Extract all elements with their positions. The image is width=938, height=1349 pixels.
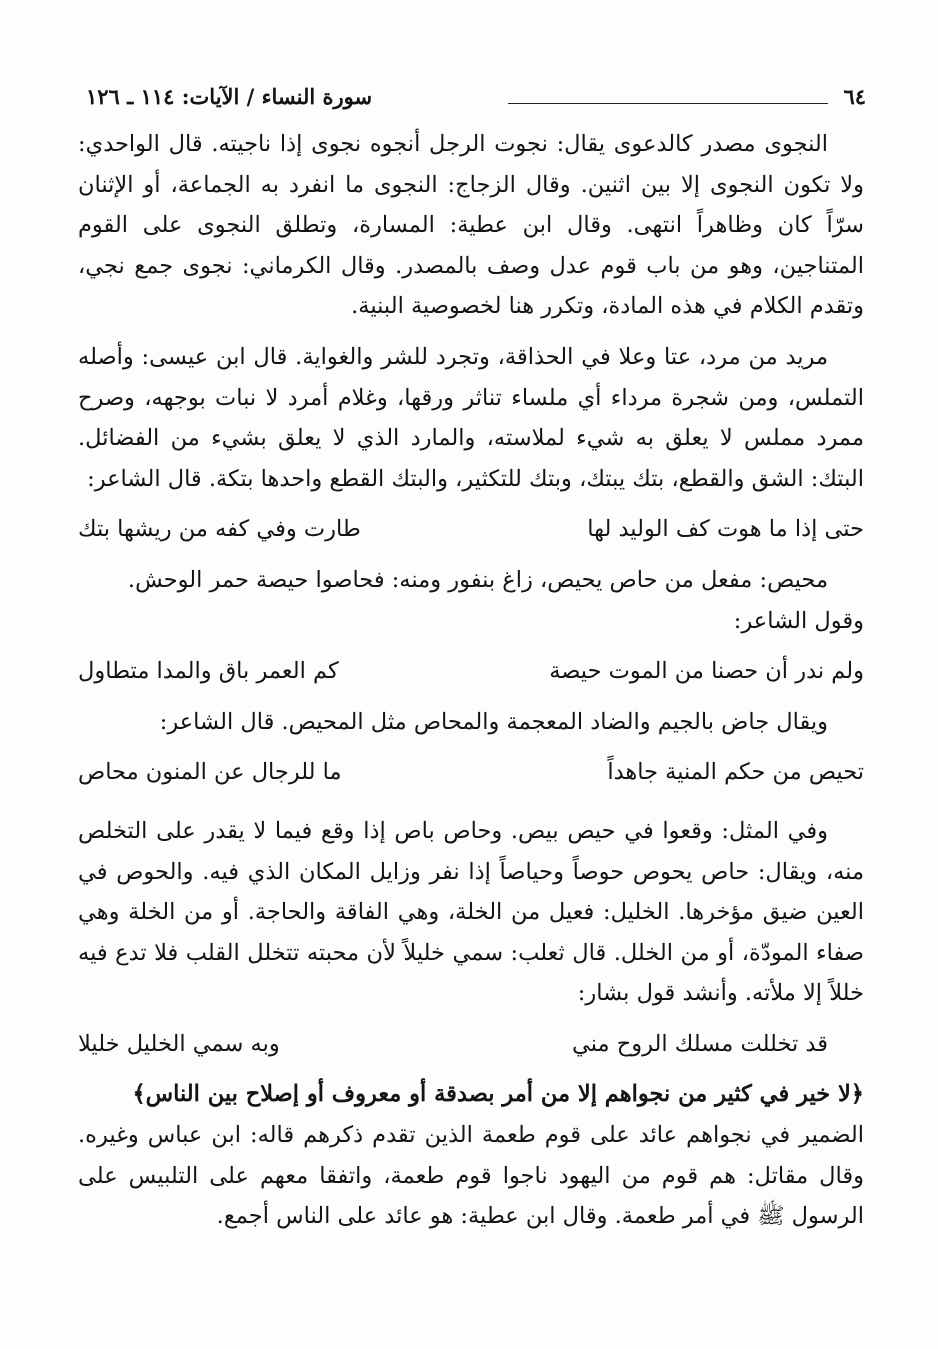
surah-title: سورة النساء / الآيات: ١١٤ ـ ١٢٦ <box>86 84 373 109</box>
verse-second-hemistich: كم العمر باق والمدا متطاول <box>78 658 339 685</box>
verse-second-hemistich: طارت وفي كفه من ريشها بتك <box>78 516 361 543</box>
verse-first-hemistich: قد تخللت مسلك الروح مني <box>572 1030 828 1057</box>
poem-verse <box>78 651 864 692</box>
spacer <box>78 793 864 811</box>
header-rule <box>508 103 828 104</box>
verse-first-hemistich: تحيص من حكم المنية جاهداً <box>607 759 864 786</box>
page-number: ٦٤ <box>843 84 866 109</box>
verse-first-hemistich: حتى إذا ما هوت كف الوليد لها <box>587 516 864 543</box>
running-header <box>86 82 866 112</box>
paragraph-tafsir: الضمير في نجواهم عائد على قوم طعمة الذين تقدم ذكرهم قاله: ابن عباس وغيره. وقال مقاتل: هم قوم من اليهود ناجوا قوم طعمة، واتفقا معهم على التلبيس على الرسول ﷺ في أمر طعمة. وقال ابن عطية: هو عائد على الناس أجمع. <box>78 1122 864 1230</box>
poem-verse <box>78 1024 864 1065</box>
paragraph-jad: ويقال جاض بالجيم والضاد المعجمة والمحاص مثل المحيص. قال الشاعر: <box>159 708 828 735</box>
paragraph-mathal: وفي المثل: وقعوا في حيص بيص. وحاص باص إذا وقع فيما لا يقدر على التخلص منه، ويقال: حاص يحوص حوصاً وحياصاً إذا نفر وزايل المكان الذي فيه. والحوص في العين ضيق مؤخرها. الخليل: فعيل من الخلة، وهي الفاقة والحاجة. أو من الخلة وهي صفاء المودّة، أو من الخلل. قال ثعلب: سمي خليلاً لأن محبته تتخلل القلب فلا تدع فيه خللاً إلا ملأته. وأنشد قول بشار: <box>78 817 864 1007</box>
verse-second-hemistich: وبه سمي الخليل خليلا <box>78 1030 280 1057</box>
poem-verse <box>78 509 864 550</box>
quran-verse: ﴿لا خير في كثير من نجواهم إلا من أمر بصدقة أو معروف أو إصلاح بين الناس﴾ <box>132 1081 864 1108</box>
page-body <box>78 124 864 1237</box>
paragraph-marid: مريد من مرد، عتا وعلا في الحذاقة، وتجرد للشر والغواية. قال ابن عيسى: وأصله التملس، ومن شجرة مرداء أي ملساء تناثر ورقها، وغلام أمرد لا نبات بوجهه، وصرح ممرد مملس لا يعلق به شيء لملاسته، والمارد الذي لا يعلق بشيء من الفضائل. البتك: الشق والقطع، بتك يبتك، وبتك للتكثير، والبتك القطع واحدها بتكة. قال الشاعر: <box>78 343 864 492</box>
paragraph-mahis: محيص: مفعل من حاص يحيص، زاغ بنفور ومنه: فحاصوا حيصة حمر الوحش. <box>127 566 828 593</box>
paragraph-najwa: النجوى مصدر كالدعوى يقال: نجوت الرجل أنجوه نجوى إذا ناجيته. قال الواحدي: ولا تكون النجوى إلا بين اثنين. وقال الزجاج: النجوى ما انفرد به الجماعة، أو الإثنان سرّاً كان وظاهراً انتهى. وقال ابن عطية: المسارة، وتطلق النجوى على القوم المتناجين، وهو من باب قوم عدل وصف بالمصدر. وقال الكرماني: نجوى جمع نجي، وتقدم الكلام في هذه المادة، وتكرر هنا لخصوصية البنية. <box>78 131 864 320</box>
verse-second-hemistich: ما للرجال عن المنون محاص <box>78 759 342 786</box>
poet-intro: وقول الشاعر: <box>733 607 864 634</box>
poem-verse <box>78 752 864 793</box>
verse-first-hemistich: ولم ندر أن حصنا من الموت حيصة <box>549 658 864 685</box>
